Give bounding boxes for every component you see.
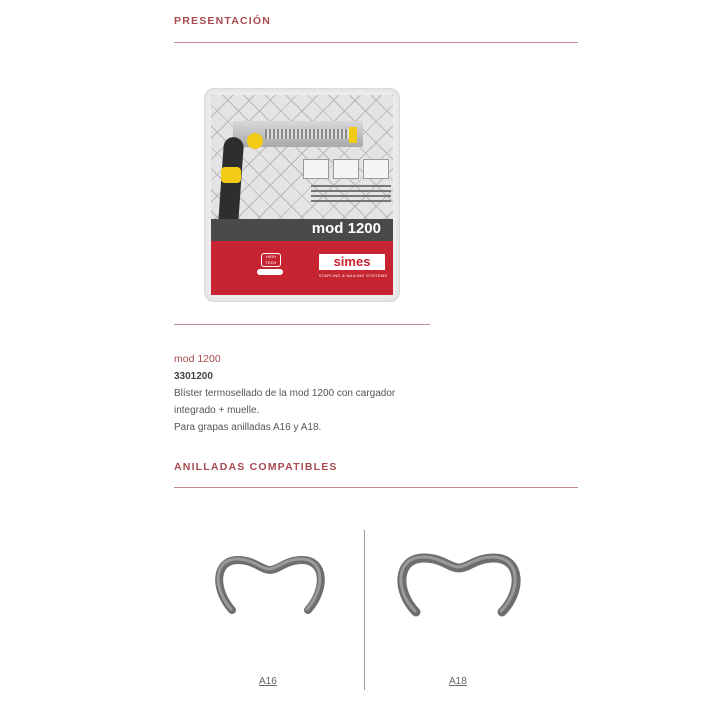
staple-a16-link[interactable]: A16 (259, 676, 277, 687)
model-label: mod 1200 (311, 220, 381, 237)
brand-logo: simes (319, 254, 385, 270)
column-divider (364, 530, 365, 690)
stapler-spring (265, 129, 353, 139)
section-title-compatible: ANILLADAS COMPATIBLES (174, 461, 338, 473)
product-description-3: Para grapas anilladas A16 y A18. (174, 422, 322, 433)
product-divider (174, 324, 430, 325)
staple-a16-icon[interactable] (210, 530, 330, 630)
product-description-1: Blíster termosellado de la mod 1200 con cargador (174, 388, 396, 399)
product-info (174, 351, 395, 436)
section-title-presentation: PRESENTACIÓN (174, 15, 272, 27)
model-band (211, 219, 393, 241)
product-name: mod 1200 (174, 353, 221, 365)
product-image (204, 88, 400, 302)
product-description-2: integrado + muelle. (174, 405, 260, 416)
package-text (311, 185, 391, 205)
high-tech-badge: HIGH TECH (261, 253, 281, 267)
instruction-icons (303, 159, 389, 179)
section-divider (174, 42, 578, 43)
brand-tagline: STAPLING & NAILING SYSTEMS (318, 273, 388, 278)
blister-pack (204, 88, 400, 302)
product-code: 3301200 (174, 371, 213, 382)
staple-a18-link[interactable]: A18 (449, 676, 467, 687)
staple-a18-icon[interactable] (394, 530, 524, 630)
section-divider (174, 487, 578, 488)
handle-yellow-grip (221, 167, 241, 183)
stapler-yellow-cap (247, 133, 263, 149)
secondary-badge (257, 269, 283, 275)
stapler-yellow-end (349, 127, 357, 143)
